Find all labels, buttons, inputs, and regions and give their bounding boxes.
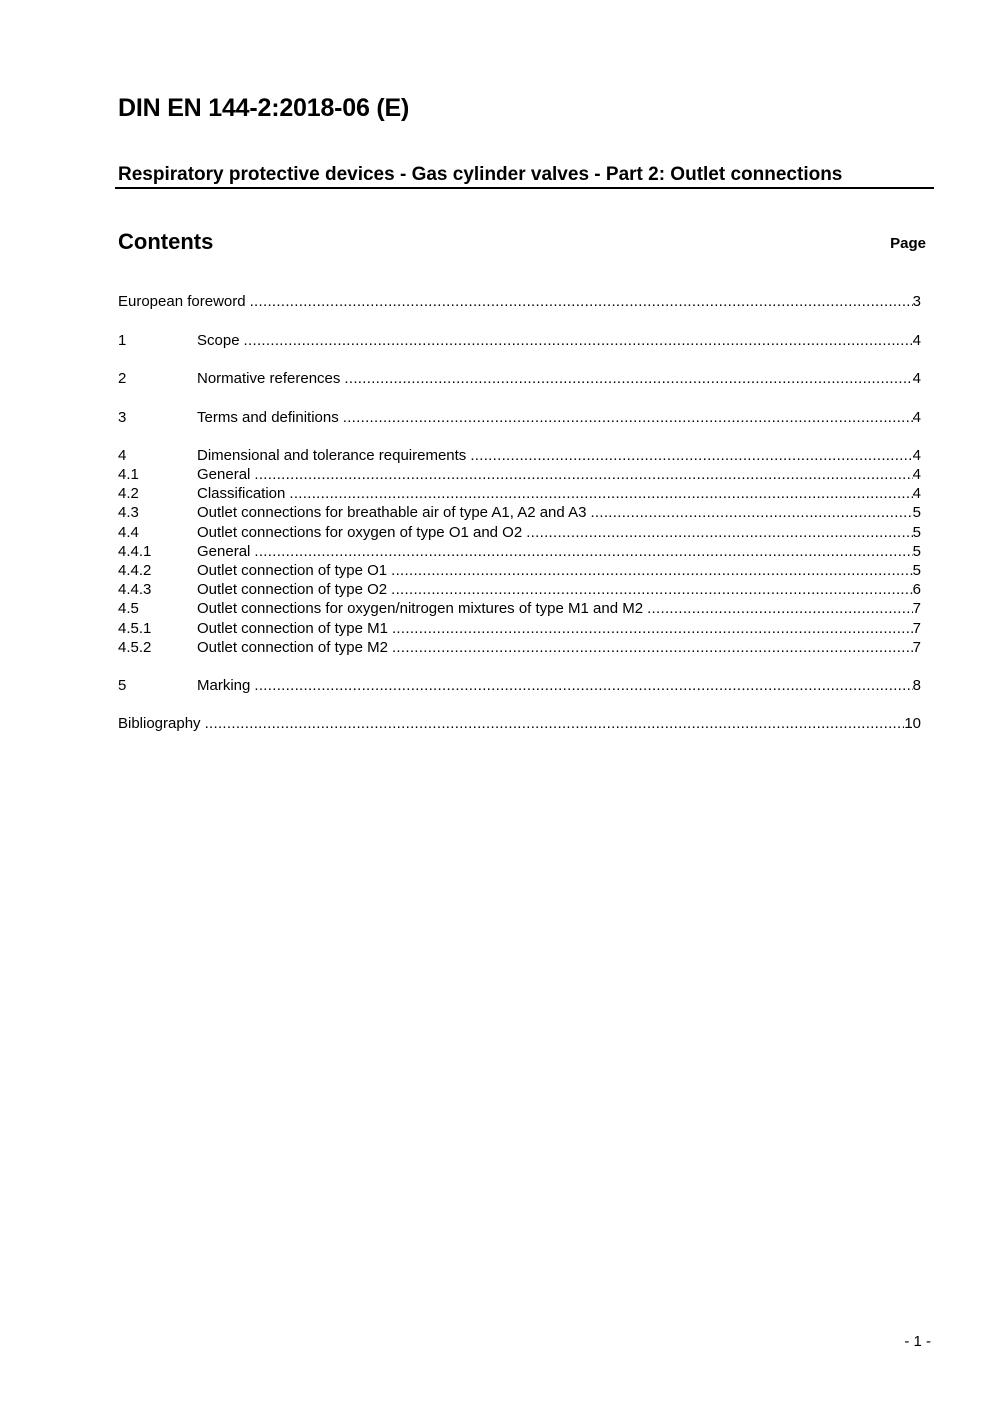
toc-entry-title: General [197,466,251,483]
page-column-heading: Page [890,235,926,252]
toc-entry-title: Outlet connections for oxygen/nitrogen mixtures of type M1 and M2 [197,600,644,617]
toc-entry-title: European foreword [118,293,246,310]
toc-entry-page: 6 [912,581,921,598]
toc-entry-page: 5 [912,524,921,541]
toc-entry-4-4-1[interactable] [118,542,921,561]
toc-entry-number: 4.5.1 [118,620,152,637]
toc-entry-title: Marking [197,677,251,694]
toc-leader-dots [392,619,913,638]
toc-leader-dots [343,408,913,427]
toc-entry-title: Outlet connection of type M2 [197,639,388,656]
toc-leader-dots [647,599,913,618]
toc-leader-dots [391,561,913,580]
toc-entry-number: 4.1 [118,466,139,483]
toc-entry-number: 2 [118,370,127,387]
toc-entry-title: Bibliography [118,715,201,732]
toc-leader-dots [254,465,912,484]
toc-leader-dots [250,292,913,311]
toc-entry-3[interactable] [118,408,921,427]
toc-leader-dots [254,542,912,561]
toc-entry-number: 4.4 [118,524,139,541]
toc-entry-title: Outlet connections for oxygen of type O1 and O2 [197,524,523,541]
toc-entry-number: 1 [118,332,127,349]
toc-entry-page: 10 [904,715,921,732]
toc-leader-dots [289,484,912,503]
toc-entry-page: 4 [912,447,921,464]
toc-entry-title: Outlet connection of type O2 [197,581,388,598]
toc-entry-4-2[interactable] [118,484,921,503]
toc-entry-number: 4.4.2 [118,562,152,579]
toc-entry-page: 5 [912,504,921,521]
toc-entry-foreword[interactable] [118,292,921,311]
toc-leader-dots [344,369,912,388]
toc-entry-bibliography[interactable] [118,714,921,733]
toc-leader-dots [590,503,912,522]
toc-entry-2[interactable] [118,369,921,388]
toc-entry-number: 3 [118,409,127,426]
toc-entry-title: Terms and definitions [197,409,339,426]
toc-entry-page: 7 [912,600,921,617]
toc-entry-number: 4.5.2 [118,639,152,656]
toc-entry-page: 7 [912,620,921,637]
toc-entry-page: 7 [912,639,921,656]
toc-entry-4-5-2[interactable] [118,638,921,657]
toc-entry-4-3[interactable] [118,503,921,522]
document-title: DIN EN 144-2:2018-06 (E) [118,94,410,122]
toc-entry-title: General [197,543,251,560]
toc-entry-page: 4 [912,370,921,387]
toc-entry-title: Outlet connections for breathable air of type A1, A2 and A3 [197,504,587,521]
toc-entry-title: Outlet connection of type M1 [197,620,388,637]
toc-entry-4-4-3[interactable] [118,580,921,599]
toc-entry-number: 5 [118,677,127,694]
toc-entry-5[interactable] [118,676,921,695]
toc-entry-page: 5 [912,543,921,560]
toc-entry-number: 4.4.3 [118,581,152,598]
toc-entry-page: 5 [912,562,921,579]
toc-entry-4-4[interactable] [118,523,921,542]
toc-entry-title: Dimensional and tolerance requirements [197,447,467,464]
toc-leader-dots [526,523,912,542]
toc-entry-page: 4 [912,485,921,502]
toc-entry-number: 4 [118,447,127,464]
toc-leader-dots [392,638,913,657]
toc-entry-title: Normative references [197,370,341,387]
toc-entry-4-5[interactable] [118,599,921,618]
toc-leader-dots [391,580,913,599]
contents-heading: Contents [118,229,214,254]
toc-entry-number: 4.3 [118,504,139,521]
toc-entry-number: 4.5 [118,600,139,617]
toc-entry-page: 4 [912,466,921,483]
page-number: - 1 - [904,1333,931,1350]
toc-entry-title: Scope [197,332,240,349]
toc-entry-number: 4.4.1 [118,543,152,560]
toc-leader-dots [205,714,905,733]
title-divider [115,187,934,189]
toc-entry-title: Outlet connection of type O1 [197,562,388,579]
toc-entry-page: 4 [912,332,921,349]
toc-entry-1[interactable] [118,331,921,350]
document-subtitle: Respiratory protective devices - Gas cylinder valves - Part 2: Outlet connections [118,164,843,185]
toc-entry-4-4-2[interactable] [118,561,921,580]
toc-entry-page: 3 [912,293,921,310]
toc-entry-title: Classification [197,485,286,502]
toc-entry-number: 4.2 [118,485,139,502]
toc-entry-page: 4 [912,409,921,426]
toc-entry-4-1[interactable] [118,465,921,484]
toc-leader-dots [244,331,913,350]
toc-entry-4-5-1[interactable] [118,619,921,638]
toc-entry-page: 8 [912,677,921,694]
toc-entry-4[interactable] [118,446,921,465]
toc-leader-dots [254,676,912,695]
toc-leader-dots [470,446,912,465]
